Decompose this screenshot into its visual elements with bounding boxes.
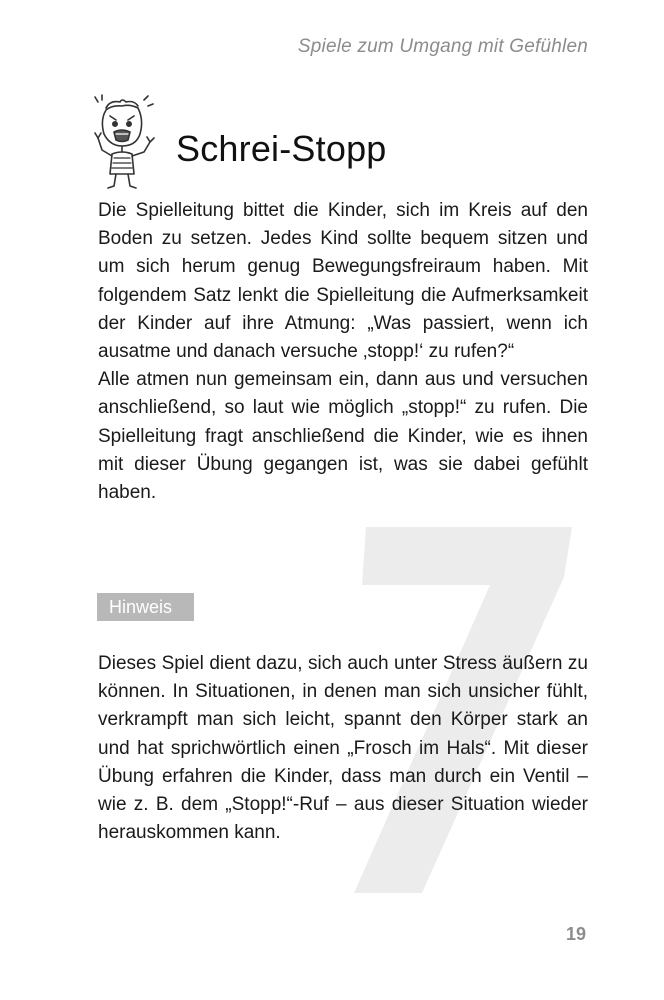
game-title: Schrei-Stopp bbox=[176, 128, 387, 169]
running-head: Spiele zum Umgang mit Gefühlen bbox=[297, 36, 588, 57]
title-row bbox=[92, 94, 572, 194]
note-text: Dieses Spiel dient dazu, sich auch unter Stress äußern zu können. In Situationen, in denen man sich unsicher fühlt, verkrampft man sich leicht, spannt den Körper stark an und hat sprichwörtlich einen „Frosch im Hals“. Mit dieser Übung erfahren die Kinder, dass man durch ein Ventil – wie z. B. dem „Stopp!“-Ruf – aus dieser Situation wieder herauskommen kann. bbox=[98, 653, 588, 844]
screaming-child-icon bbox=[92, 94, 158, 190]
page-number: 19 bbox=[565, 924, 586, 944]
note-label: Hinweis bbox=[97, 593, 194, 621]
game-description: Die Spielleitung bittet die Kinder, sich im Kreis auf den Boden zu setzen. Jedes Kind sollte bequem sitzen und um sich herum genug Bewegungsfreiraum haben. Mit folgendem Satz lenkt die Spielleitung die Aufmerksamkeit der Kinder auf ihre Atmung: „Was passiert, wenn ich ausatme und danach versuche ‚stopp!‘ zu rufen?“ Alle atmen nun gemeinsam ein, dann aus und versuchen anschließend, so laut wie möglich „stopp!“ zu rufen. Die Spielleitung fragt anschließend die Kinder, wie es ihnen mit dieser Übung gegangen ist, was sie dabei gefühlt haben. bbox=[98, 200, 588, 504]
